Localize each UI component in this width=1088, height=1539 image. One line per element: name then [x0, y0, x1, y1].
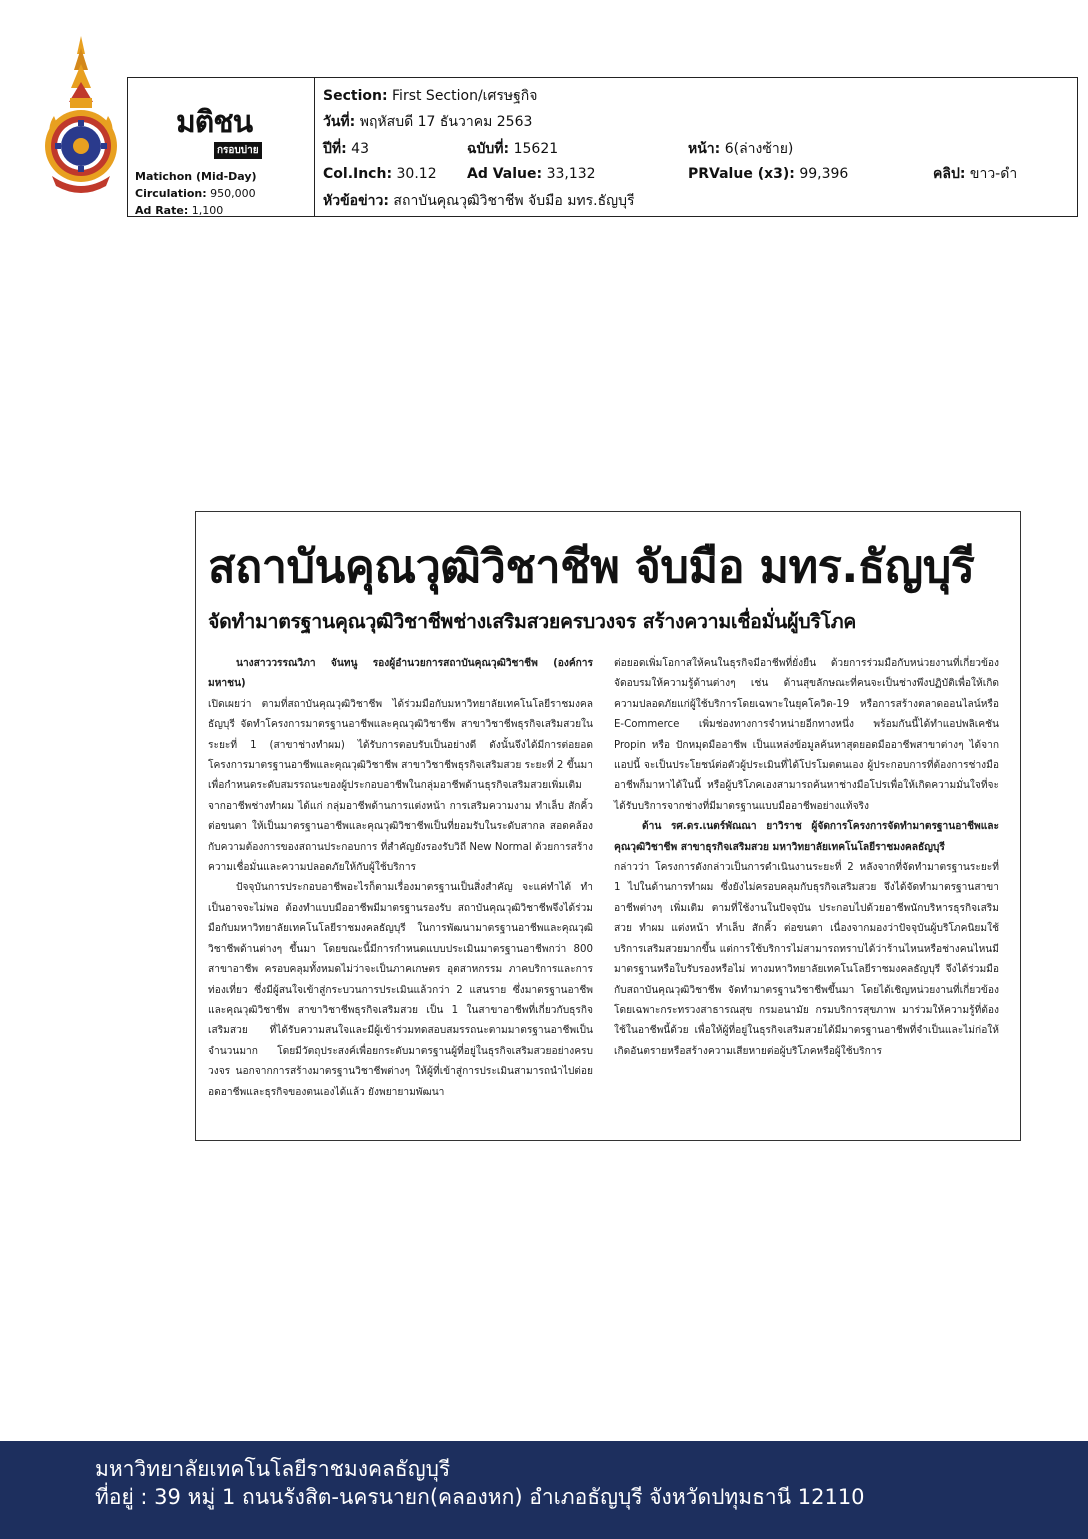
headline-label: หัวข้อข่าว:: [323, 193, 389, 209]
date-row: [323, 113, 532, 131]
colinch-field: [323, 165, 437, 183]
university-emblem-icon: [40, 36, 122, 194]
newspaper-clipping: [195, 511, 1021, 1141]
headline-row: [323, 192, 635, 210]
left-paragraph-1: เปิดเผยว่า ตามที่สถาบันคุณวุฒิวิชาชีพ ได้ร่วมมือกับมหาวิทยาลัยเทคโนโลยีราชมงคลธัญบุรี จัดทำโครงการมาตรฐานอาชีพและคุณวุฒิวิชาชีพ สาขาวิชาชีพธุรกิจเสริมสวยในระยะที่ 1 (สาขาช่างทำผม) ได้รับการตอบรับเป็นอย่างดี ดังนั้นจึงได้มีการต่อยอดโครงการมาตรฐานอาชีพและคุณวุฒิวิชาชีพ สาขาวิชาชีพธุรกิจเสริมสวย ระยะที่ 2 ขึ้นมา เพื่อกำหนดระดับสมรรถนะของผู้ประกอบอาชีพในกลุ่มอาชีพด้านธุรกิจเสริมสวยเพิ่มเติมจากอาชีพช่างทำผม ได้แก่ กลุ่มอาชีพด้านการแต่งหน้า การเสริมความงาม ทำเล็บ สักคิ้ว ต่อขนตา ให้เป็นมาตรฐานอาชีพและคุณวุฒิวิชาชีพเป็นที่ยอมรับในระดับสากล สอดคล้องกับความต้องการของสถานประกอบการ ที่สำคัญยังรองรับวิถี New Normal ด้วยการสร้างความเชื่อมั่นและความปลอดภัยให้กับผู้ใช้บริการ: [208, 698, 593, 874]
clip-label: คลิป:: [933, 166, 966, 182]
clip-value: ขาว-ดำ: [969, 166, 1018, 182]
right-lead: ด้าน รศ.ดร.เนตร์พัณณา ยาวิราช ผู้จัดการโครงการจัดทำมาตรฐานอาชีพและคุณวุฒิวิชาชีพ สาขาธุรกิจเสริมสวย มหาวิทยาลัยเทคโนโลยีราชมงคลธัญบุรี: [614, 821, 999, 853]
clip-field: [933, 165, 1017, 183]
article-column-right: [614, 654, 999, 1062]
newspaper-info: [128, 78, 315, 216]
issue-value: 15621: [513, 141, 559, 157]
issue-label: ฉบับที่:: [467, 141, 510, 157]
ad-value-label: Ad Value:: [467, 166, 543, 182]
article-column-left: [208, 654, 593, 1103]
issue-field: [467, 140, 558, 158]
prvalue-value: 99,396: [799, 166, 849, 182]
article-headline: สถาบันคุณวุฒิวิชาชีพ จับมือ มทร.ธัญบุรี: [208, 540, 975, 593]
newspaper-full-name: Matichon (Mid-Day): [135, 170, 257, 183]
circulation-label: Circulation:: [135, 187, 207, 200]
footer-university-name: มหาวิทยาลัยเทคโนโลยีราชมงคลธัญบุรี: [95, 1457, 451, 1481]
circulation-value: 950,000: [210, 187, 256, 200]
left-lead: นางสาววรรณวิภา จันทนู รองผู้อำนวยการสถาบันคุณวุฒิวิชาชีพ (องค์การมหาชน): [208, 658, 593, 690]
footer-address: ที่อยู่ : 39 หมู่ 1 ถนนรังสิต-นครนายก(คลองหก) อำเภอธัญบุรี จังหวัดปทุมธานี 12110: [95, 1485, 865, 1509]
headline-value: สถาบันคุณวุฒิวิชาชีพ จับมือ มทร.ธัญบุรี: [393, 193, 635, 209]
year-label: ปีที่:: [323, 141, 347, 157]
page-footer: [0, 1441, 1088, 1539]
section-label: Section:: [323, 88, 388, 104]
date-label: วันที่:: [323, 114, 356, 130]
newspaper-logo: [176, 105, 272, 159]
section-row: [323, 87, 537, 105]
newspaper-edition-tag: กรอบบ่าย: [214, 142, 262, 159]
right-paragraph-2: กล่าวว่า โครงการดังกล่าวเป็นการดำเนินงานระยะที่ 2 หลังจากที่จัดทำมาตรฐานระยะที่ 1 ไปในด้านการทำผม ซึ่งยังไม่ครอบคลุมกับธุรกิจเสริมสวย จึงได้จัดทำมาตรฐานสาขาอาชีพต่างๆ เพิ่มเติม ตามที่ใช้งานในปัจจุบัน ประกอบไปด้วยอาชีพนักบริหารธุรกิจเสริมสวย ทำผม แต่งหน้า ทำเล็บ สักคิ้ว ต่อขนตา เนื่องจากมองว่าปัจจุบันผู้บริโภคนิยมใช้บริการเสริมสวยมากขึ้น แต่การใช้บริการไม่สามารถทราบได้ว่าร้านไหนหรือช่างคนไหนมีมาตรฐานหรือใบรับรองหรือไม่ ทางมหาวิทยาลัยเทคโนโลยีราชมงคลธัญบุรี จึงได้ร่วมมือกับสถาบันคุณวุฒิวิชาชีพ จัดทำมาตรฐานวิชาชีพขึ้นมา โดยได้เชิญหน่วยงานที่เกี่ยวข้อง โดยเฉพาะกระทรวงสาธารณสุข กรมอนามัย กรมบริการสุขภาพ มาร่วมให้ความรู้ที่ต้องใช้ในอาชีพนี้ด้วย เพื่อให้ผู้ที่อยู่ในธุรกิจเสริมสวยได้มีมาตรฐานอาชีพที่จำเป็นและไม่ก่อให้เกิดอันตรายหรือสร้างความเสียหายต่อผู้บริโภคหรือผู้ใช้บริการ: [614, 862, 999, 1057]
left-paragraph-2: ปัจจุบันการประกอบอาชีพอะไรก็ตามเรื่องมาตรฐานเป็นสิ่งสำคัญ จะแค่ทำได้ ทำเป็นอาจจะไม่พอ ต้องทำแบบมืออาชีพมีมาตรฐานรองรับ สถาบันคุณวุฒิวิชาชีพจึงได้ร่วมมือกับมหาวิทยาลัยเทคโนโลยีราชมงคลธัญบุรี ในการพัฒนามาตรฐานอาชีพและคุณวุฒิวิชาชีพด้านต่างๆ ขึ้นมา โดยขณะนี้มีการกำหนดแบบประเมินมาตรฐานอาชีพกว่า 800 สาขาอาชีพ ครอบคลุมทั้งหมดไม่ว่าจะเป็นภาคเกษตร อุตสาหกรรม ภาคบริการและการท่องเที่ยว ซึ่งมีผู้สนใจเข้าสู่กระบวนการประเมินแล้วกว่า 2 แสนราย ซึ่งมาตรฐานอาชีพและคุณวุฒิวิชาชีพ สาขาวิชาชีพธุรกิจเสริมสวย เป็น 1 ในสาขาอาชีพที่เกี่ยวกับธุรกิจเสริมสวย ที่ได้รับความสนใจและมีผู้เข้าร่วมทดสอบสมรรถนะตามมาตรฐานอาชีพเป็นจำนวนมาก โดยมีวัตถุประสงค์เพื่อยกระดับมาตรฐานผู้ที่อยู่ในธุรกิจเสริมสวยอย่างครบวงจร นอกจากการสร้างมาตรฐานวิชาชีพต่างๆ ให้ผู้ที่เข้าสู่การประเมินสามารถนำไปต่อยอดอาชีพและธุรกิจของตนเองได้แล้ว ยังพยายามพัฒนา: [208, 882, 593, 1098]
newspaper-name: มติชน: [176, 105, 253, 140]
prvalue-label: PRValue (x3):: [688, 166, 795, 182]
clipping-header: [127, 77, 1078, 217]
ad-value-value: 33,132: [546, 166, 596, 182]
prvalue-field: [688, 165, 848, 183]
section-value: First Section/เศรษฐกิจ: [392, 88, 538, 104]
colinch-label: Col.Inch:: [323, 166, 393, 182]
colinch-value: 30.12: [396, 166, 437, 182]
article-subheadline: จัดทำมาตรฐานคุณวุฒิวิชาชีพช่างเสริมสวยครบวงจร สร้างความเชื่อมั่นผู้บริโภค: [208, 610, 857, 633]
page-field: [688, 140, 793, 158]
ad-rate-value: 1,100: [191, 204, 224, 217]
year-field: [323, 140, 369, 158]
right-paragraph-1: ต่อยอดเพิ่มโอกาสให้คนในธุรกิจมีอาชีพที่ยั่งยืน ด้วยการร่วมมือกับหน่วยงานที่เกี่ยวข้องจัดอบรมให้ความรู้ด้านต่างๆ เช่น ด้านสุขลักษณะที่คนจะเป็นช่างพึงปฏิบัติเพื่อให้เกิดความปลอดภัยแก่ผู้ใช้บริการโดยเฉพาะในยุคโควิด-19 หรือการสร้างตลาดออนไลน์หรือ E-Commerce เพิ่มช่องทางการจำหน่ายอีกทางหนึ่ง พร้อมกันนี้ได้ทำแอปพลิเคชัน Propin หรือ ปักหมุดมืออาชีพ เป็นแหล่งข้อมูลค้นหาสุดยอดมืออาชีพสาขาต่างๆ ได้จากแอปนี้ จะเป็นประโยชน์ต่อตัวผู้ประเมินที่ได้โปรโมตตนเอง ผู้ประกอบการที่ต้องการช่างมืออาชีพก็มาหาได้ในนี้ หรือผู้บริโภคเองสามารถค้นหาช่างมือโปรเพื่อให้เกิดความมั่นใจที่จะได้รับบริการจากช่างที่มีมาตรฐานแบบมืออาชีพอย่างแท้จริง: [614, 658, 999, 812]
page-label: หน้า:: [688, 141, 721, 157]
date-value: พฤหัสบดี 17 ธันวาคม 2563: [359, 114, 533, 130]
page-value: 6(ล่างซ้าย): [724, 141, 794, 157]
ad-value-field: [467, 165, 596, 183]
ad-rate-label: Ad Rate:: [135, 204, 189, 217]
year-value: 43: [351, 141, 369, 157]
newspaper-meta: [135, 168, 257, 219]
